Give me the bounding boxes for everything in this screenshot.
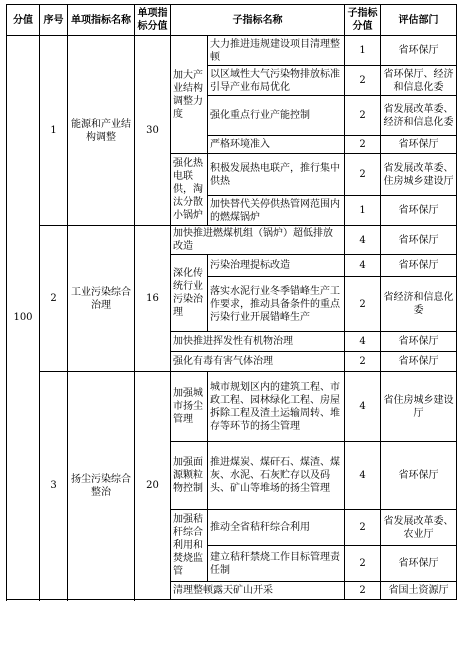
header-seq: 序号 bbox=[40, 5, 68, 36]
sub-item-dept: 省环保厅 bbox=[381, 226, 457, 255]
sub-item-score: 1 bbox=[345, 36, 381, 66]
sub-item-name: 城市规划区内的建筑工程、市政工程、园林绿化工程、房屋拆除工程及渣土运输周转、堆存等环节的扬尘管理 bbox=[208, 372, 345, 442]
sub-item-dept: 省环保厅 bbox=[381, 546, 457, 582]
sub-item-name: 积极发展热电联产，推行集中供热 bbox=[208, 154, 345, 196]
sub-item-dept: 省住房城乡建设厅 bbox=[381, 372, 457, 442]
header-total-score: 分值 bbox=[7, 5, 40, 36]
sub-item-score: 2 bbox=[345, 66, 381, 96]
section-seq: 2 bbox=[40, 226, 68, 372]
sub-item-name: 以区域性大气污染物排放标准引导产业布局优化 bbox=[208, 66, 345, 96]
sub-item-name: 落实水泥行业冬季错峰生产工作要求，推动具备条件的重点污染行业开展错峰生产 bbox=[208, 277, 345, 332]
sub-item-name: 污染治理提标改造 bbox=[208, 255, 345, 277]
sub-item-score: 2 bbox=[345, 277, 381, 332]
section-score: 30 bbox=[135, 36, 171, 226]
sub-item-score: 4 bbox=[345, 442, 381, 510]
sub-item-score: 2 bbox=[345, 352, 381, 372]
sub-item-dept: 省发展改革委、农业厅 bbox=[381, 510, 457, 546]
sub-item-name: 建立秸秆禁烧工作目标管理责任制 bbox=[208, 546, 345, 582]
sub-item-dept: 省环保厅 bbox=[381, 352, 457, 372]
sub-item-dept: 省环保厅 bbox=[381, 332, 457, 352]
sub-item-score: 2 bbox=[345, 582, 381, 600]
sub-item-score: 4 bbox=[345, 372, 381, 442]
sub-item-dept: 省环保厅 bbox=[381, 36, 457, 66]
table-row bbox=[7, 372, 457, 442]
header-sub-name: 子指标名称 bbox=[171, 5, 345, 36]
sub-item-dept: 省环保厅 bbox=[381, 442, 457, 510]
sub-item-dept: 省经济和信息化委 bbox=[381, 277, 457, 332]
sub-item-score: 4 bbox=[345, 226, 381, 255]
sub-item-name: 大力推进违规建设项目清理整顿 bbox=[208, 36, 345, 66]
group-name: 加强面源颗粒物控制 bbox=[171, 442, 208, 510]
sub-item-dept: 省环保厅 bbox=[381, 196, 457, 226]
header-item-name: 单项指标名称 bbox=[68, 5, 135, 36]
sub-item-score: 2 bbox=[345, 546, 381, 582]
header-item-score: 单项指标分值 bbox=[135, 5, 171, 36]
header-sub-score: 子指标分值 bbox=[345, 5, 381, 36]
section-score: 16 bbox=[135, 226, 171, 372]
sub-item-name: 推动全省秸秆综合利用 bbox=[208, 510, 345, 546]
total-score-cell: 100 bbox=[7, 36, 40, 600]
sub-item-dept: 省环保厅、经济和信息化委 bbox=[381, 66, 457, 96]
sub-item-name: 严格环境准入 bbox=[208, 136, 345, 154]
sub-item-dept: 省发展改革委、经济和信息化委 bbox=[381, 96, 457, 136]
sub-item-dept: 省环保厅 bbox=[381, 255, 457, 277]
sub-item-score: 4 bbox=[345, 255, 381, 277]
group-name: 加大产业结构调整力度 bbox=[171, 36, 208, 154]
evaluation-table bbox=[6, 4, 457, 600]
group-name: 强化热电联供，淘汰分散小锅炉 bbox=[171, 154, 208, 226]
sub-item-name: 加快替代关停供热管网范围内的燃煤锅炉 bbox=[208, 196, 345, 226]
sub-item-score: 2 bbox=[345, 136, 381, 154]
sub-item-score: 4 bbox=[345, 332, 381, 352]
sub-item-score: 2 bbox=[345, 154, 381, 196]
sub-item-score: 1 bbox=[345, 196, 381, 226]
sub-item-name: 清理整顿露天矿山开采 bbox=[171, 582, 345, 600]
sub-item-name: 加快推进燃煤机组（锅炉）超低排放改造 bbox=[171, 226, 345, 255]
sub-item-dept: 省国土资源厅 bbox=[381, 582, 457, 600]
sub-item-dept: 省环保厅 bbox=[381, 136, 457, 154]
section-name: 能源和产业结构调整 bbox=[68, 36, 135, 226]
header-dept: 评估部门 bbox=[381, 5, 457, 36]
sub-item-score: 2 bbox=[345, 510, 381, 546]
section-seq: 3 bbox=[40, 372, 68, 600]
group-name: 加强城市扬尘管理 bbox=[171, 372, 208, 442]
group-name: 加强秸秆综合利用和焚烧监管 bbox=[171, 510, 208, 582]
section-seq: 1 bbox=[40, 36, 68, 226]
header-row bbox=[7, 5, 457, 36]
sub-item-score: 2 bbox=[345, 96, 381, 136]
sub-item-name: 推进煤炭、煤矸石、煤渣、煤灰、水泥、石灰贮存以及码头、矿山等堆场的扬尘管理 bbox=[208, 442, 345, 510]
table-row bbox=[7, 36, 457, 66]
section-score: 20 bbox=[135, 372, 171, 600]
table-row bbox=[7, 226, 457, 255]
section-name: 工业污染综合治理 bbox=[68, 226, 135, 372]
sub-item-name: 强化有毒有害气体治理 bbox=[171, 352, 345, 372]
sub-item-dept: 省发展改革委、住房城乡建设厅 bbox=[381, 154, 457, 196]
sub-item-name: 加快推进挥发性有机物治理 bbox=[171, 332, 345, 352]
section-name: 扬尘污染综合整治 bbox=[68, 372, 135, 600]
sub-item-name: 强化重点行业产能控制 bbox=[208, 96, 345, 136]
group-name: 深化传统行业污染治理 bbox=[171, 255, 208, 332]
